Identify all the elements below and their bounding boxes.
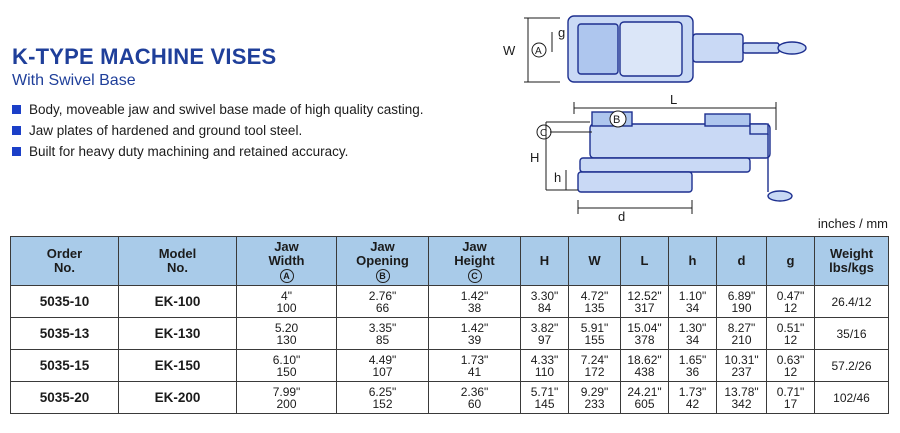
feature-text: Built for heavy duty machining and retained accuracy. [29,144,349,159]
cell-w: 7.24" 172 [569,350,621,382]
cell-jaw-height: 2.36" 60 [429,382,521,414]
circle-a-icon: A [280,269,294,283]
feature-item [12,142,472,161]
cell-h-upper: 3.30" 84 [521,286,569,318]
cell-l: 12.52" 317 [621,286,669,318]
cell-jaw-opening: 2.76" 66 [337,286,429,318]
header-weight: Weight lbs/kgs [815,237,889,286]
cell-jaw-opening: 3.35" 85 [337,318,429,350]
page-subtitle: With Swivel Base [12,72,136,89]
feature-item [12,100,472,119]
cell-g: 0.71" 17 [767,382,815,414]
cell-jaw-opening: 4.49" 107 [337,350,429,382]
cell-w: 5.91" 155 [569,318,621,350]
header-d: d [717,237,767,286]
bullet-square-icon [12,126,21,135]
table-row [11,382,889,414]
cell-h-upper: 5.71" 145 [521,382,569,414]
vise-side-crank-knob-shape [768,191,792,201]
cell-weight: 26.4/12 [815,286,889,318]
cell-w: 4.72" 135 [569,286,621,318]
table-row [11,286,889,318]
units-label: inches / mm [817,216,888,231]
cell-g: 0.47" 12 [767,286,815,318]
vise-diagram-svg [500,4,900,224]
cell-w: 9.29" 233 [569,382,621,414]
header-model: Model No. [119,237,237,286]
cell-h-upper: 3.82" 97 [521,318,569,350]
cell-h-lower: 1.30" 34 [669,318,717,350]
cell-l: 24.21" 605 [621,382,669,414]
label-w: W [503,43,516,58]
cell-jaw-height: 1.73" 41 [429,350,521,382]
cell-order: 5035-10 [11,286,119,318]
vise-top-jaw-shape [578,24,618,74]
vise-top-screw-housing-shape [693,34,743,62]
vise-side-base-plate-shape [578,172,692,192]
cell-g: 0.63" 12 [767,350,815,382]
cell-h-lower: 1.65" 36 [669,350,717,382]
cell-l: 18.62" 438 [621,350,669,382]
header-order: Order No. [11,237,119,286]
cell-model: EK-150 [119,350,237,382]
cell-d: 10.31" 237 [717,350,767,382]
label-circle-a: A [535,46,542,57]
cell-jaw-height: 1.42" 39 [429,318,521,350]
label-h-upper: H [530,150,540,165]
table-row [11,318,889,350]
cell-g: 0.51" 12 [767,318,815,350]
cell-d: 13.78" 342 [717,382,767,414]
cell-jaw-width: 4" 100 [237,286,337,318]
vise-side-moveable-jaw-shape [705,114,750,126]
cell-l: 15.04" 378 [621,318,669,350]
header-h-lower: h [669,237,717,286]
bullet-square-icon [12,105,21,114]
cell-order: 5035-15 [11,350,119,382]
table-header-row [11,237,889,286]
header-jaw-height: Jaw Height C [429,237,521,286]
cell-model: EK-130 [119,318,237,350]
feature-text: Body, moveable jaw and swivel base made of high quality casting. [29,102,424,117]
feature-list [12,100,472,163]
vise-top-handle-shape [743,43,779,53]
label-d: d [618,209,626,224]
feature-text: Jaw plates of hardened and ground tool steel. [29,123,303,138]
page-title: K-TYPE MACHINE VISES [12,44,277,69]
cell-d: 6.89" 190 [717,286,767,318]
header-w: W [569,237,621,286]
header-jaw-opening: Jaw Opening B [337,237,429,286]
cell-jaw-opening: 6.25" 152 [337,382,429,414]
cell-weight: 102/46 [815,382,889,414]
specs-table [10,236,889,414]
label-circle-b: B [613,114,621,126]
feature-item [12,121,472,140]
label-h-lower: h [554,170,562,185]
cell-weight: 35/16 [815,318,889,350]
label-l: L [670,92,678,107]
label-circle-c: C [540,128,548,139]
vise-top-handle-knob-shape [778,42,806,54]
cell-weight: 57.2/26 [815,350,889,382]
circle-c-icon: C [468,269,482,283]
label-g: g [558,25,566,40]
cell-h-lower: 1.73" 42 [669,382,717,414]
vise-side-body-shape [590,124,770,158]
header-l: L [621,237,669,286]
cell-jaw-width: 7.99" 200 [237,382,337,414]
vise-side-swivel-base-shape [580,158,750,172]
circle-b-icon: B [376,269,390,283]
cell-jaw-width: 5.20 130 [237,318,337,350]
header-jaw-width: Jaw Width A [237,237,337,286]
header-g: g [767,237,815,286]
cell-model: EK-200 [119,382,237,414]
vise-diagram [500,4,900,224]
cell-jaw-height: 1.42" 38 [429,286,521,318]
vise-top-moveable-jaw-shape [620,22,682,76]
cell-h-upper: 4.33" 110 [521,350,569,382]
cell-h-lower: 1.10" 34 [669,286,717,318]
bullet-square-icon [12,147,21,156]
header-h-upper: H [521,237,569,286]
cell-jaw-width: 6.10" 150 [237,350,337,382]
vise-side-screw-shape [750,124,768,134]
cell-order: 5035-13 [11,318,119,350]
cell-order: 5035-20 [11,382,119,414]
cell-model: EK-100 [119,286,237,318]
table-row [11,350,889,382]
cell-d: 8.27" 210 [717,318,767,350]
